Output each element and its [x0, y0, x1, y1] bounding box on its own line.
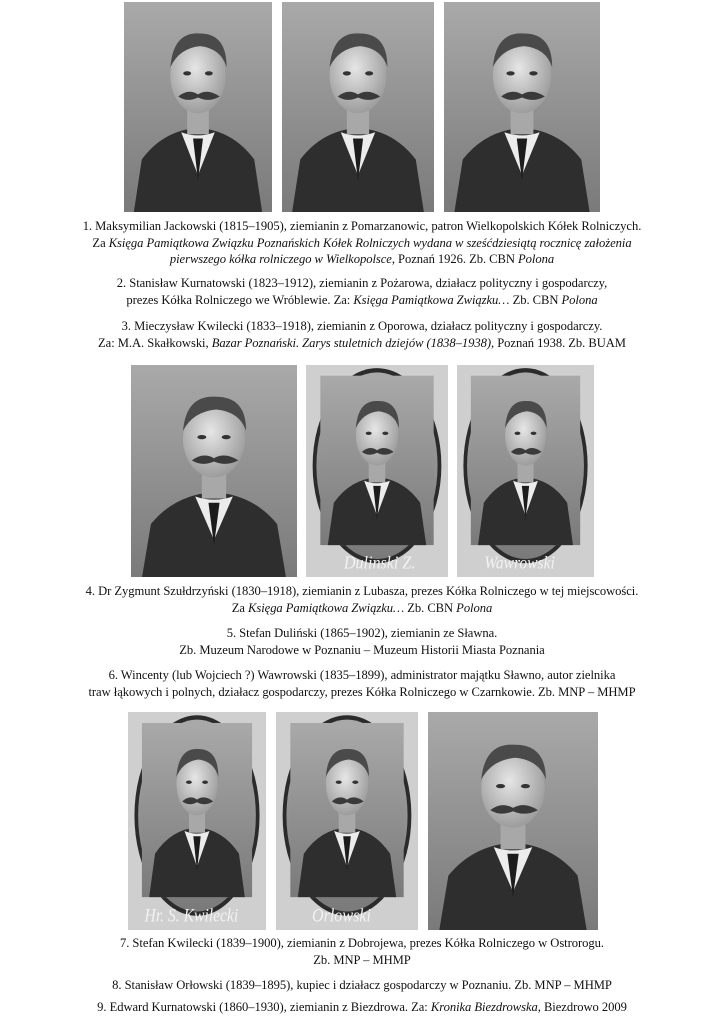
caption-6-line-2: traw łąkowych i polnych, działacz gospodarczy, prezes Kółka Rolniczego w Czarnkowie. Zb. MNP – MHMP: [88, 684, 636, 699]
caption-4: [10, 583, 714, 616]
portrait-6: [457, 365, 594, 577]
portrait-3: [444, 2, 600, 212]
caption-3: [10, 318, 714, 351]
caption-8: [10, 977, 714, 994]
caption-4-line-2: Za Księga Pamiątkowa Związku… Zb. CBN Polona: [231, 600, 493, 615]
caption-7: [10, 935, 714, 968]
caption-1-line-2: Za Księga Pamiątkowa Związku Poznańskich Kółek Rolniczych wydana w sześćdziesiątą rocznicę założenia: [92, 235, 632, 250]
portrait-6-signature: Wawrowski: [484, 552, 555, 573]
portrait-5: [306, 365, 448, 577]
caption-6-line-1: 6. Wincenty (lub Wojciech ?) Wawrowski (1835–1899), administrator majątku Sławno, autor zielnika: [108, 668, 616, 682]
caption-4-line-1: 4. Dr Zygmunt Szułdrzyński (1830–1918), ziemianin z Lubasza, prezes Kółka Rolniczego w tej miejscowości.: [85, 584, 639, 598]
caption-7-line-1: 7. Stefan Kwilecki (1839–1900), ziemianin z Dobrojewa, prezes Kółka Rolniczego w Ostrorogu.: [119, 936, 605, 950]
portrait-7-signature: Hr. S. Kwilecki: [144, 905, 239, 926]
caption-1-line-1: 1. Maksymilian Jackowski (1815–1905), ziemianin z Pomarzanowic, patron Wielkopolskich Kółek Rolniczych.: [82, 219, 642, 233]
portrait-5-signature: Dulinski Z.: [343, 552, 416, 573]
caption-9-line-1: 9. Edward Kurnatowski (1860–1930), ziemianin z Biezdrowa. Za: Kronika Biezdrowska, Biezdrowo 2009: [97, 1000, 627, 1014]
caption-3-line-1: 3. Mieczysław Kwilecki (1833–1918), ziemianin z Oporowa, działacz polityczny i gospodarczy.: [121, 319, 603, 333]
caption-7-line-2: Zb. MNP – MHMP: [313, 952, 411, 967]
portrait-9: [428, 712, 598, 930]
caption-8-line-1: 8. Stanisław Orłowski (1839–1895), kupiec i działacz gospodarczy w Poznaniu. Zb. MNP – MHMP: [112, 978, 612, 992]
portrait-8: [276, 712, 418, 930]
portrait-4: [131, 365, 297, 577]
caption-2-line-2: prezes Kółka Rolniczego we Wróblewie. Za: Księga Pamiątkowa Związku… Zb. CBN Polona: [126, 292, 598, 307]
caption-9: [10, 999, 714, 1016]
caption-5-line-2: Zb. Muzeum Narodowe w Poznaniu – Muzeum Historii Miasta Poznania: [179, 642, 545, 657]
portrait-7: [128, 712, 266, 930]
caption-1: [10, 218, 714, 268]
portrait-8-signature: Orlowski: [311, 905, 371, 926]
portrait-1: [124, 2, 272, 212]
caption-6: [10, 667, 714, 700]
caption-5-line-1: 5. Stefan Duliński (1865–1902), ziemianin ze Sławna.: [226, 626, 498, 640]
caption-2: [10, 275, 714, 308]
caption-3-line-2: Za: M.A. Skałkowski, Bazar Poznański. Zarys stuletnich dziejów (1838–1938), Poznań 1938. Zb. BUAM: [98, 335, 626, 350]
caption-2-line-1: 2. Stanisław Kurnatowski (1823–1912), ziemianin z Pożarowa, działacz polityczny i gospodarczy,: [116, 276, 608, 290]
caption-1-line-3: pierwszego kółka rolniczego w Wielkopolsce, Poznań 1926. Zb. CBN Polona: [169, 252, 555, 266]
caption-5: [10, 625, 714, 658]
portrait-2: [282, 2, 434, 212]
